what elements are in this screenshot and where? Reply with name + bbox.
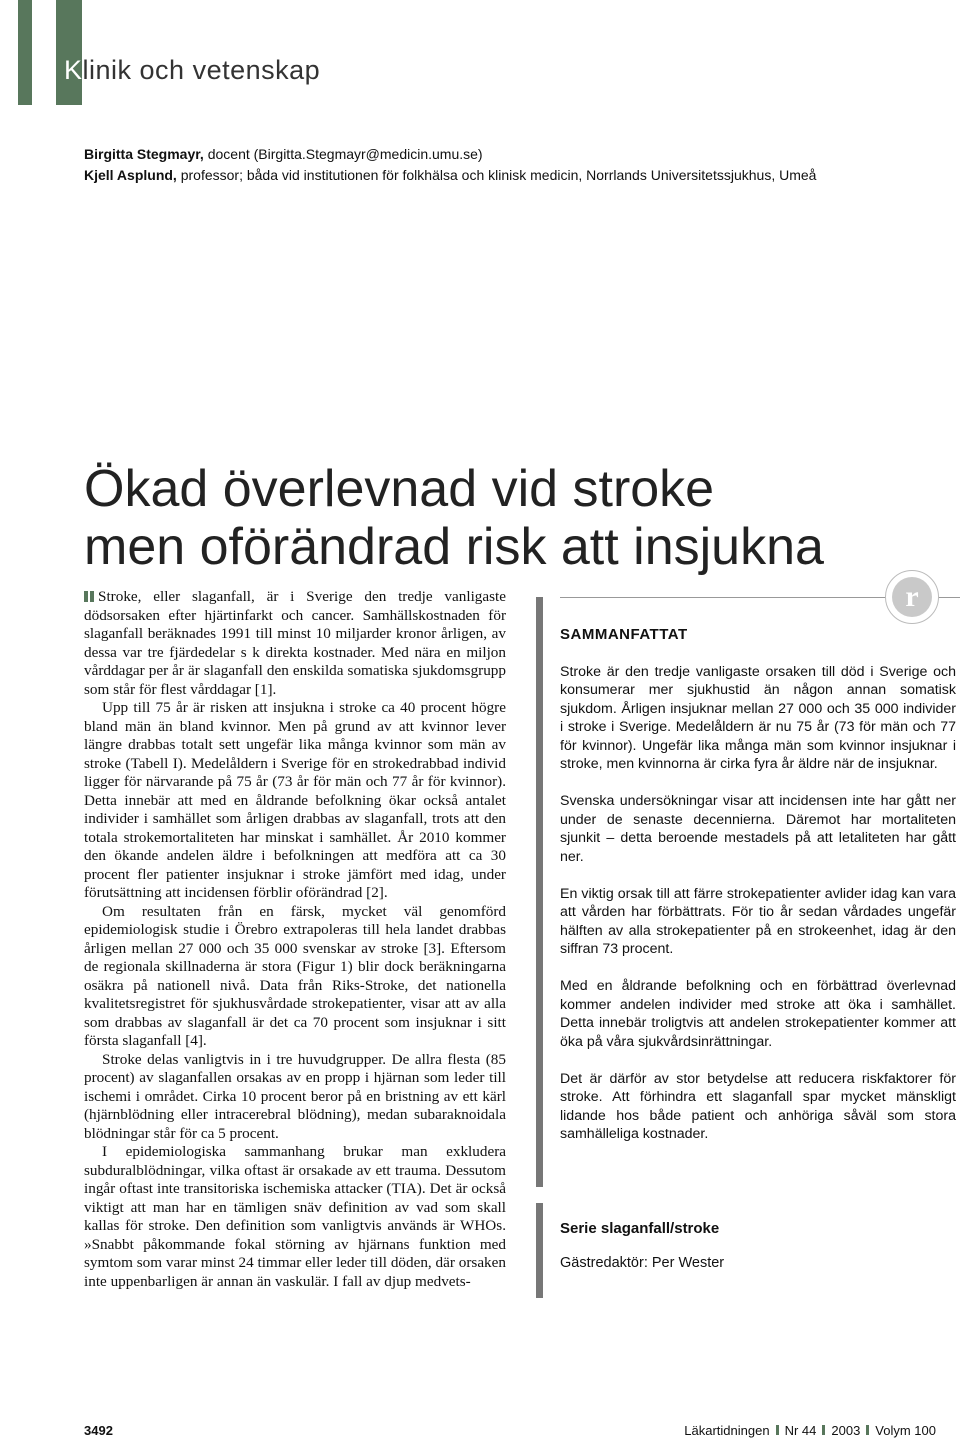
summary-paragraph: En viktig orsak till att färre strokepatienter avlider idag kan vara att vården har förbättrats. För tio år sedan vårdades ungefär hälften av alla strokepatienter på en strokeenhet, idag är den siffran 73 procent. — [560, 885, 956, 957]
author-name-1: Birgitta Stegmayr, — [84, 146, 204, 162]
author-name-2: Kjell Asplund, — [84, 167, 177, 183]
section-label — [64, 55, 320, 86]
summary-box — [560, 626, 956, 1162]
summary-paragraph: Det är därför av stor betydelse att reducera riskfaktorer för stroke. Att förhindra ett slaganfall spar mycket mänskligt lidande hos både patient och anhöriga såväl som stora samhälleliga kostnader. — [560, 1070, 956, 1142]
summary-paragraph: Med en åldrande befolkning och en förbättrad överlevnad kommer andelen individer med stroke att öka i samhället. Detta innebär troligtvis att andelen strokepatienter kommer att öka på våra sjukvårdsinrättningar. — [560, 978, 956, 1050]
author-line-2 — [84, 167, 816, 183]
footer-journal-info — [684, 1423, 936, 1438]
author-details-2: professor; båda vid institutionen för folkhälsa och klinisk medicin, Norrlands Universitetssjukhus, Umeå — [176, 167, 817, 183]
section-label-rest: linik och vetenskap — [82, 55, 321, 85]
r-logo-icon — [885, 570, 939, 624]
body-paragraph: Stroke delas vanligtvis in i tre huvudgrupper. De allra flesta (85 procent) av slaganfallen orsakas av en propp i hjärnan som leder till ischemi i området. Cirka 10 procent beror på en bristning av ett kärl (hjärnblödning eller intracerebral blödning), medan subaraknoidala blödningar står för ca 5 procent. — [84, 1050, 506, 1142]
body-paragraph-text: Stroke, eller slaganfall, är i Sverige den tredje vanligaste dödsorsaken efter hjärtinfarkt och cancer. Samhällskostnaden för slaganfall beräknades 1991 till minst 10 miljarder kronor årligen, av dessa var tre fjärdedelar s k direkta kostnader. Med nära en miljon vårddagar per år är slaganfall den enskilda somatiska sjukdomsgrupp som står för flest vårddagar [1]. — [84, 588, 506, 698]
separator-icon — [776, 1425, 779, 1435]
body-paragraph: Om resultaten från en färsk, mycket väl genomförd epidemiologisk studie i Örebro extrapoleras till hela landet drabbas årligen mellan 27 000 och 35 000 svenskar av stroke [3]. Eftersom de regionala skillnaderna är stora (Figur 1) blir dock beräkningarna osäkra på nationell nivå. Data från Riks-Stroke, det nationella kvalitetsregistret för sjukhusvårdade strokepatienter, visar att av alla som drabbas av slaganfall är det ca 70 procent som insjuknar i sitt första slaganfall [4]. — [84, 902, 506, 1049]
series-editor: Gästredaktör: Per Wester — [560, 1255, 725, 1271]
decorative-green-bar — [18, 0, 32, 105]
summary-paragraph: Svenska undersökningar visar att incidensen inte har gått ner under de senaste decennierna. Däremot har mortaliteten sjunkit – detta beroende mestadels på att letaliteten har gått ner. — [560, 793, 956, 865]
article-title-line-1: Ökad överlevnad vid stroke — [84, 459, 715, 518]
separator-icon — [822, 1425, 825, 1435]
footer-volume: Volym 100 — [875, 1423, 936, 1438]
author-line-1 — [84, 146, 483, 162]
body-paragraph: Upp till 75 år är risken att insjukna i stroke ca 40 procent högre bland män än bland kvinnor. Men på grund av att kvinnor lever längre drabbas totalt sett ungefär lika många kvinnor som män av stroke (Tabell I). Medelåldern i Sverige för en strokedrabbad individ ligger för närvarande på 75 år (73 år för män och 77 år för kvinnor). Detta innebär att med en åldrande befolkning ökar också antalet individer i samhället som årligen drabbas av slaganfall, trots att den totala strokemortaliteten har minskat i samhället. År 2010 kommer den ökande andelen äldre i befolkningen att medföra att ca 30 procent fler patienter insjuknar i stroke jämfört med idag, under förutsättning att incidensen förblir oförändrad [2]. — [84, 699, 506, 901]
footer-year: 2003 — [831, 1423, 861, 1438]
body-paragraph — [84, 588, 506, 699]
article-title-line-2: men oförändrad risk att insjukna — [84, 517, 824, 576]
article-body — [84, 588, 506, 1291]
article-title — [84, 460, 824, 576]
footer-issue: Nr 44 — [784, 1423, 817, 1438]
page-number: 3492 — [84, 1423, 113, 1438]
section-label-initial: K — [64, 55, 83, 85]
body-paragraph: I epidemiologiska sammanhang brukar man exkludera subduralblödningar, vilka oftast är orsakade av ett trauma. Dessutom ingår oftast inte transitoriska ischemiska attacker (TIA). Det är också viktigt att man har en tämligen snäv definition av vad som skall kallas för stroke. Den definition som vanligtvis används är WHOs. »Snabbt påkommande fokal störning av hjärnans funktion med symtom som varar minst 24 timmar eller leder till döden, där orsaken inte uppenbarligen är annan än vaskulär. I fall av djup medvets- — [84, 1143, 506, 1290]
series-box — [560, 1220, 956, 1271]
summary-heading: SAMMANFATTAT — [560, 626, 688, 643]
paragraph-marker-icon — [84, 591, 94, 602]
separator-icon — [866, 1425, 869, 1435]
section-color-block — [56, 0, 82, 105]
footer-journal: Läkartidningen — [684, 1423, 770, 1438]
r-logo-letter: r — [892, 577, 932, 617]
author-details-1: docent (Birgitta.Stegmayr@medicin.umu.se) — [203, 146, 483, 162]
summary-paragraph: Stroke är den tredje vanligaste orsaken till död i Sverige och konsumerar mer sjukhustid än någon annan somatisk sjukdom. Årligen insjuknar mellan 27 000 och 35 000 individer i stroke i Sverige. Medelåldern är nu 75 år (73 för män och 77 för kvinnor). Ungefär lika många män som kvinnor insjuknar i stroke, men kvinnorna är cirka fyra år äldre när de insjuknar. — [560, 663, 956, 772]
sidebar-vertical-rule — [536, 597, 543, 1187]
series-title: Serie slaganfall/stroke — [560, 1220, 720, 1237]
series-vertical-rule — [536, 1203, 543, 1298]
